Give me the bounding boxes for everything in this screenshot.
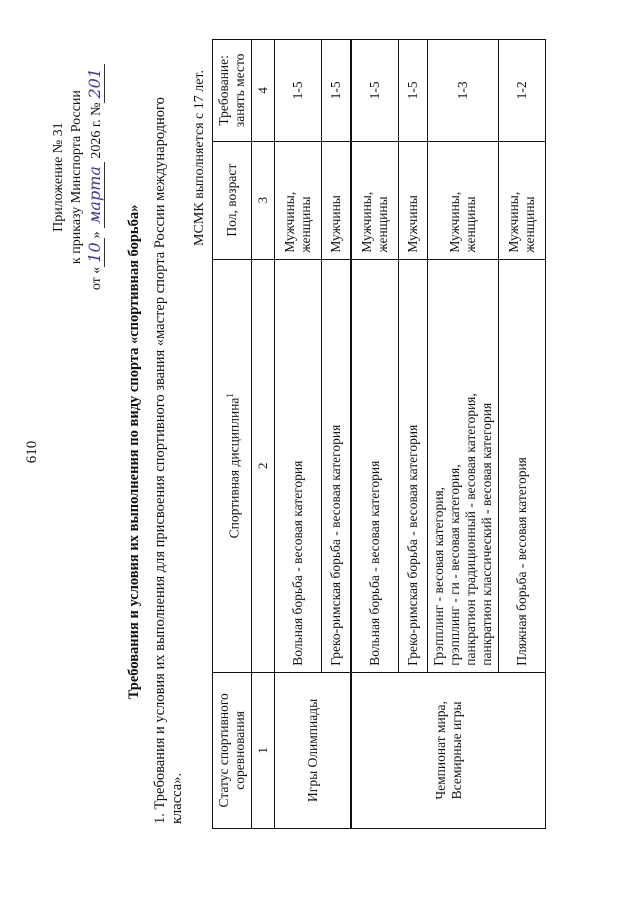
sex-age-cell: Мужчины, женщины xyxy=(499,141,546,259)
place-cell: 1-3 xyxy=(428,40,499,142)
discipline-line: Грэпплинг - весовая категория, xyxy=(431,486,446,666)
discipline-line: панкратион классический - весовая категория xyxy=(479,402,494,666)
discipline-line: грэпплинг - ги - весовая категория, xyxy=(447,464,462,666)
column-number-row xyxy=(252,40,275,829)
column-number: 1 xyxy=(252,672,275,828)
header-discipline-label: Спортивная дисциплина xyxy=(226,397,242,539)
place-cell: 1-5 xyxy=(399,40,428,142)
discipline-cell: Вольная борьба - весовая категория xyxy=(275,259,322,672)
sex-age-cell: Мужчины xyxy=(399,141,428,259)
header-requirement: Требование: занять место xyxy=(213,40,252,142)
discipline-cell: Вольная борьба - весовая категория xyxy=(351,259,399,672)
sex-age-cell: Мужчины, женщины xyxy=(351,141,399,259)
date-prefix: от « xyxy=(89,266,104,291)
place-cell: 1-5 xyxy=(351,40,399,142)
date-mid: » xyxy=(89,231,104,239)
age-note: МСМК выполняется с 17 лет. xyxy=(192,70,207,246)
handwritten-order-number: 201 xyxy=(85,64,105,103)
discipline-cell: Греко-римская борьба - весовая категория xyxy=(399,259,428,672)
table-header-row xyxy=(213,40,252,829)
document-title: Требования и условия их выполнения по виду спорта «спортивная борьба» xyxy=(126,204,142,700)
sex-age-cell: Мужчины, женщины xyxy=(428,141,499,259)
column-number: 2 xyxy=(252,259,275,672)
appendix-title: Приложение № 31 xyxy=(51,122,66,232)
header-discipline xyxy=(213,259,252,672)
requirements-table xyxy=(212,39,546,829)
appendix-date-line xyxy=(86,64,106,290)
handwritten-month: марта xyxy=(85,162,105,228)
place-cell: 1-5 xyxy=(322,40,352,142)
appendix-order-ref: к приказу Минспорта России xyxy=(69,90,84,265)
table-row xyxy=(275,40,322,829)
discipline-cell: Греко-римская борьба - весовая категория xyxy=(322,259,352,672)
place-cell: 1-5 xyxy=(275,40,322,142)
discipline-cell xyxy=(428,259,499,672)
page-number: 610 xyxy=(24,440,40,464)
footnote-marker: 1 xyxy=(224,393,235,398)
sex-age-cell: Мужчины xyxy=(322,141,352,259)
column-number: 3 xyxy=(252,141,275,259)
section-heading: 1. Требования и условия их выполнения для присвоения спортивного звания «мастер спорта России международного класса». xyxy=(152,97,185,824)
table-row xyxy=(351,40,399,829)
discipline-cell: Пляжная борьба - весовая категория xyxy=(499,259,546,672)
column-number: 4 xyxy=(252,40,275,142)
handwritten-day: 10 xyxy=(85,238,105,266)
header-sex-age: Пол, возраст xyxy=(213,141,252,259)
place-cell: 1-2 xyxy=(499,40,546,142)
status-cell: Игры Олимпиады xyxy=(275,672,352,828)
header-status: Статус спортивного соревнования xyxy=(213,672,252,828)
sex-age-cell: Мужчины, женщины xyxy=(275,141,322,259)
appendix-header xyxy=(50,64,106,290)
status-cell: Чемпионат мира, Всемирные игры xyxy=(351,672,546,828)
discipline-line: панкратион традиционный - весовая категория, xyxy=(463,393,478,666)
date-year: 2026 г. № xyxy=(89,102,104,159)
document-page xyxy=(16,20,624,884)
